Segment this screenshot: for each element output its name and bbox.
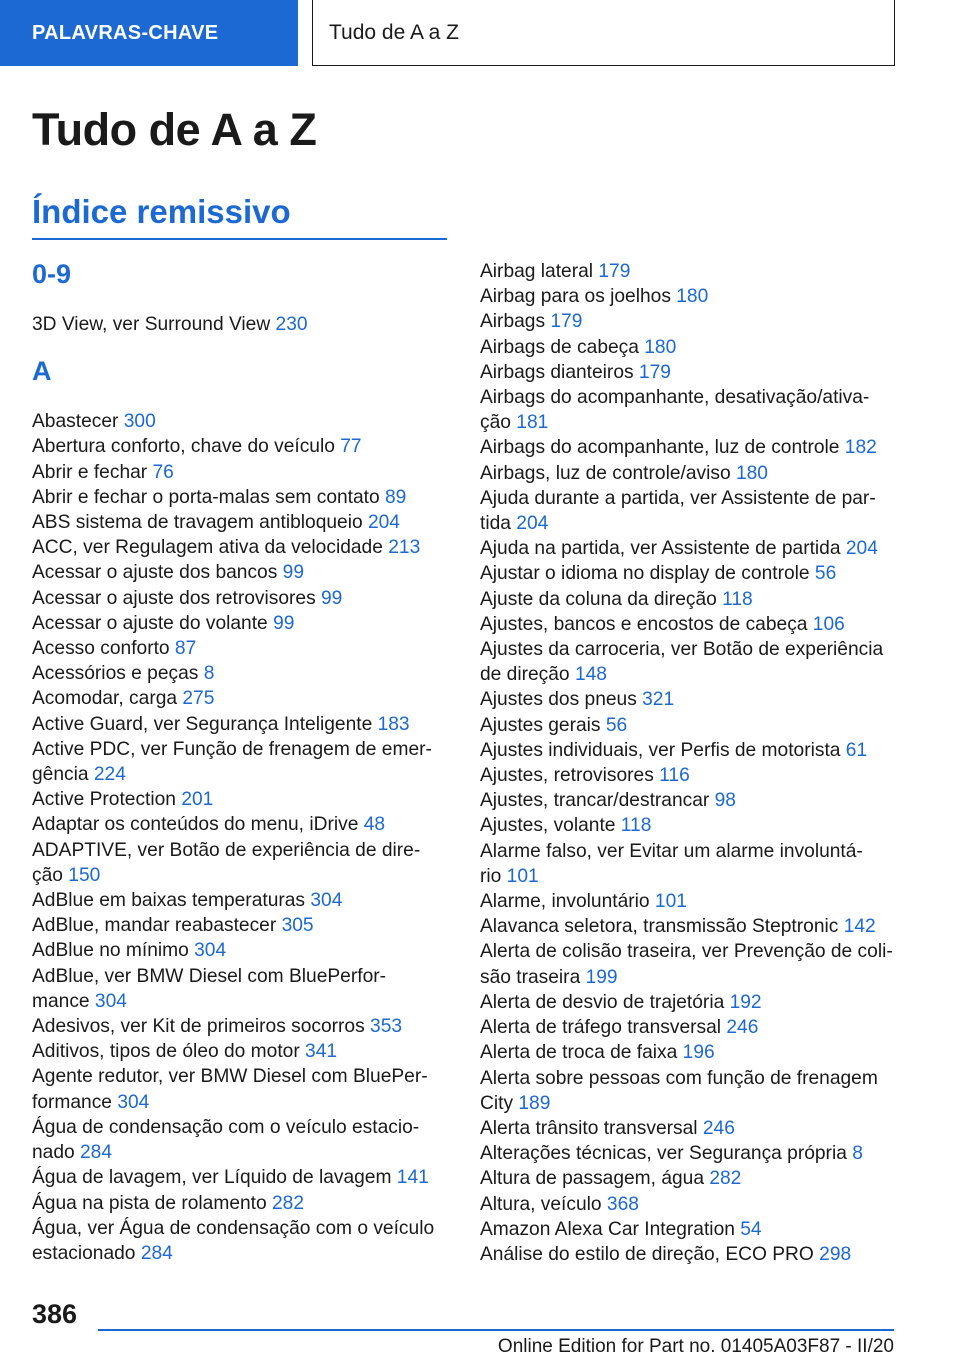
index-entry-text: Alterações técnicas, ver Segurança própria	[480, 1143, 853, 1165]
index-entry-text: são traseira	[480, 966, 586, 988]
index-entry-continuation	[480, 1091, 900, 1116]
index-entry-continuation	[480, 410, 900, 435]
index-entry	[480, 839, 900, 864]
index-entry-text: Ajustes, retrovisores	[480, 765, 660, 787]
index-entry-text: Adaptar os conteúdos do menu, iDrive	[32, 814, 364, 836]
index-entry-text: Active Guard, ver Segurança Inteligente	[32, 713, 378, 735]
section-tab[interactable]: Tudo de A a Z	[312, 0, 895, 66]
page-link[interactable]: 106	[812, 613, 845, 635]
index-entry-text: Alavanca seletora, transmissão Steptronic	[480, 916, 844, 938]
page-link[interactable]: 150	[68, 864, 101, 886]
page-link[interactable]: 204	[516, 513, 549, 535]
index-entry	[480, 1015, 900, 1040]
index-entry-text: AdBlue, mandar reabastecer	[32, 915, 282, 937]
index-entry-text: Alerta de desvio de trajetória	[480, 991, 730, 1013]
page-number: 386	[32, 1299, 78, 1329]
index-entry	[32, 1115, 450, 1140]
index-entry	[32, 938, 450, 963]
index-entry-text: Agente redutor, ver BMW Diesel com BluePer-	[32, 1066, 428, 1088]
page-link[interactable]: 89	[385, 486, 407, 508]
index-entry	[32, 409, 450, 434]
index-entry-text: Airbags dianteiros	[480, 361, 639, 383]
index-entry	[32, 1014, 450, 1039]
index-entry-text: Airbag lateral	[480, 261, 599, 282]
index-entry	[480, 687, 900, 712]
page-link[interactable]: 56	[605, 714, 628, 736]
index-entry	[480, 561, 900, 586]
index-column-right	[480, 259, 900, 1267]
index-entry-text: tida	[480, 513, 517, 535]
index-entry-text: Airbags	[480, 311, 551, 333]
page-link[interactable]: 180	[676, 286, 709, 308]
page-link[interactable]: 180	[735, 462, 768, 484]
index-group-heading: A	[32, 356, 52, 387]
page-link[interactable]: 101	[654, 891, 687, 913]
index-entry-text: Ajuda durante a partida, ver Assistente de par-	[480, 487, 876, 509]
page-link[interactable]: 87	[174, 638, 197, 660]
index-entry	[480, 813, 900, 838]
index-entry	[32, 460, 450, 485]
page-link[interactable]: 275	[182, 688, 215, 710]
index-entry	[480, 889, 900, 914]
page-link[interactable]: 300	[123, 411, 156, 433]
index-entry-text: City	[480, 1092, 519, 1114]
index-entry-text: Água na pista de rolamento	[32, 1192, 273, 1214]
page-link[interactable]: 77	[340, 436, 362, 458]
page-link[interactable]: 368	[606, 1193, 639, 1215]
page-link[interactable]: 192	[729, 991, 762, 1013]
page-link[interactable]: 101	[506, 865, 539, 887]
index-entry-continuation	[32, 762, 450, 787]
index-entry	[480, 385, 900, 410]
footer-edition-text: Online Edition for Part no. 01405A03F87 - II/20	[497, 1336, 894, 1357]
index-entry-text: Ajustes, bancos e encostos de cabeça	[480, 613, 813, 635]
page-link[interactable]: 183	[377, 713, 410, 735]
page-link[interactable]: 148	[574, 664, 607, 686]
page-link[interactable]: 224	[93, 764, 126, 786]
index-entry-text: Aditivos, tipos de óleo do motor	[32, 1041, 306, 1063]
index-column-left	[32, 256, 450, 1266]
page-link[interactable]: 213	[388, 537, 421, 559]
page-header	[0, 0, 960, 66]
page-link[interactable]: 179	[550, 311, 583, 333]
index-entry-continuation	[32, 989, 450, 1014]
index-entry-text: Ajuda na partida, ver Assistente de partida	[480, 538, 846, 560]
index-entry-text: gência	[32, 764, 94, 786]
page-link[interactable]: 180	[644, 336, 677, 358]
index-entry-text: Altura, veículo	[480, 1193, 607, 1215]
index-entry	[480, 1040, 900, 1065]
index-entry	[32, 812, 450, 837]
index-entry	[480, 1066, 900, 1091]
section-divider	[32, 238, 447, 240]
page-link[interactable]: 182	[844, 437, 877, 459]
index-entry-text: Ajustes da carroceria, ver Botão de experiência	[480, 639, 884, 661]
index-entry-text: ção	[480, 412, 517, 434]
page-link[interactable]: 8	[852, 1143, 863, 1165]
index-group-heading: 0-9	[32, 259, 72, 289]
index-entry	[480, 360, 900, 385]
page-link[interactable]: 246	[702, 1117, 735, 1139]
footer-divider	[98, 1329, 894, 1331]
index-entry-text: AdBlue no mínimo	[32, 940, 195, 962]
page-link[interactable]: 196	[682, 1042, 715, 1064]
page-link[interactable]: 98	[714, 790, 736, 812]
index-entry-text: estacionado	[32, 1242, 141, 1264]
index-entry	[480, 1217, 900, 1242]
index-entry	[32, 611, 450, 636]
page-link[interactable]: 201	[181, 789, 214, 811]
index-entry-text: Airbags de cabeça	[480, 336, 645, 358]
index-entry-text: Alerta de troca de faixa	[480, 1042, 683, 1064]
page-link[interactable]: 179	[638, 361, 671, 383]
index-entry-text: Ajustes, volante	[480, 815, 621, 837]
index-entry	[32, 1039, 450, 1064]
page-link[interactable]: 341	[305, 1041, 338, 1063]
index-entry-text: rio	[480, 865, 507, 887]
index-entry	[32, 586, 450, 611]
index-entry	[480, 284, 900, 309]
index-entry-text: Acessar o ajuste dos retrovisores	[32, 587, 322, 609]
page-link[interactable]: 204	[367, 512, 400, 534]
page-link[interactable]: 99	[321, 587, 343, 609]
index-entry-continuation	[480, 864, 900, 889]
index-entry-text: Abrir e fechar	[32, 461, 153, 483]
index-entry-text: Acesso conforto	[32, 638, 175, 660]
index-entry	[480, 788, 900, 813]
index-entry	[32, 636, 450, 661]
index-entry-text: Ajustes dos pneus	[480, 689, 643, 711]
index-entry-text: Altura de passagem, água	[480, 1168, 710, 1190]
index-entry	[32, 1165, 450, 1190]
index-entry-continuation	[480, 511, 900, 536]
page-link[interactable]: 116	[659, 765, 690, 787]
index-entry-text: Água, ver Água de condensação com o veículo	[32, 1217, 435, 1239]
index-entry-text: Acomodar, carga	[32, 688, 183, 710]
index-entry	[32, 535, 450, 560]
index-entry-text: Airbag para os joelhos	[480, 286, 677, 308]
index-entry	[32, 1064, 450, 1089]
index-entry	[480, 939, 900, 964]
index-entry-text: Airbags do acompanhante, desativação/ativa-	[480, 387, 870, 409]
index-entry	[480, 1141, 900, 1166]
index-entry	[480, 335, 900, 360]
index-entry-text: Alarme falso, ver Evitar um alarme involuntá-	[480, 840, 863, 862]
page-link[interactable]: 142	[843, 916, 876, 938]
page-link[interactable]: 305	[281, 915, 314, 937]
index-entry-text: Análise do estilo de direção, ECO PRO	[480, 1243, 820, 1265]
index-entry-text: Active Protection	[32, 789, 182, 811]
page-title: Tudo de A a Z	[32, 104, 317, 155]
index-entry	[480, 637, 900, 662]
page-link[interactable]: 298	[819, 1243, 852, 1265]
index-entry-text: Airbags, luz de controle/aviso	[480, 462, 736, 484]
index-entry-text: Alerta de tráfego transversal	[480, 1017, 727, 1039]
index-entry-text: Alerta trânsito transversal	[480, 1117, 703, 1139]
index-entry-text: Abrir e fechar o porta-malas sem contato	[32, 486, 385, 508]
keywords-tab[interactable]: PALAVRAS-CHAVE	[0, 0, 298, 66]
index-entry	[480, 486, 900, 511]
index-entry-text: Alarme, involuntário	[480, 891, 655, 913]
index-entry-continuation	[480, 662, 900, 687]
index-entry-text: Alerta sobre pessoas com função de frenagem	[480, 1067, 878, 1089]
index-entry	[480, 435, 900, 460]
index-entry-text: Ajustar o idioma no display de controle	[480, 563, 815, 585]
index-entry	[480, 990, 900, 1015]
index-entry-text: formance	[32, 1091, 118, 1113]
index-entry	[480, 587, 900, 612]
index-entry-text: ADAPTIVE, ver Botão de experiência de dire-	[32, 839, 421, 861]
index-entry	[32, 913, 450, 938]
index-entry	[480, 1116, 900, 1141]
page-link[interactable]: 141	[396, 1167, 429, 1189]
page-link[interactable]: 282	[709, 1168, 742, 1190]
page-link[interactable]: 204	[845, 538, 878, 560]
index-entry-text: Acessar o ajuste dos bancos	[32, 562, 283, 584]
index-entry	[480, 1166, 900, 1191]
index-entry	[480, 612, 900, 637]
index-entry	[480, 1192, 900, 1217]
index-entry-text: nado	[32, 1142, 81, 1164]
index-entry-text: Ajustes gerais	[480, 714, 606, 736]
index-entry-continuation	[32, 1140, 450, 1165]
index-entry-text: Amazon Alexa Car Integration	[480, 1218, 741, 1240]
index-entry	[32, 838, 450, 863]
index-entry	[32, 434, 450, 459]
index-entry-continuation	[32, 1241, 450, 1266]
index-entry	[480, 738, 900, 763]
page-link[interactable]: 246	[726, 1017, 759, 1039]
index-entry-text: AdBlue, ver BMW Diesel com BluePerfor-	[32, 965, 387, 987]
page-link[interactable]: 118	[722, 588, 753, 610]
index-entry-text: mance	[32, 990, 95, 1012]
page-link[interactable]: 179	[598, 261, 631, 282]
index-entry-text: AdBlue em baixas temperaturas	[32, 890, 311, 912]
page-link[interactable]: 56	[814, 563, 837, 585]
index-entry	[32, 712, 450, 737]
page-link[interactable]: 61	[845, 739, 868, 761]
page-link[interactable]: 48	[363, 814, 386, 836]
page-link[interactable]: 181	[516, 412, 549, 434]
index-entry	[32, 1216, 450, 1241]
index-entry	[480, 536, 900, 561]
index-entry	[480, 713, 900, 738]
index-entry	[32, 510, 450, 535]
index-entry-text: Ajustes individuais, ver Perfis de motorista	[480, 739, 846, 761]
page-link[interactable]: 282	[272, 1192, 305, 1214]
page-link[interactable]: 304	[94, 990, 127, 1012]
index-entry-text: Acessar o ajuste do volante	[32, 612, 274, 634]
index-entry-text: Airbags do acompanhante, luz de controle	[480, 437, 845, 459]
index-entry	[32, 686, 450, 711]
index-entry-text: Adesivos, ver Kit de primeiros socorros	[32, 1016, 371, 1038]
page-link[interactable]: 8	[203, 663, 215, 685]
page-link[interactable]: 304	[194, 940, 227, 962]
page-link[interactable]: 304	[117, 1091, 150, 1113]
index-entry-text: 3D View, ver Surround View	[32, 314, 276, 335]
page-link[interactable]: 118	[620, 815, 652, 837]
section-title: Índice remissivo	[32, 193, 291, 230]
index-entry	[32, 888, 450, 913]
index-entry	[32, 661, 450, 686]
index-entry-text: ACC, ver Regulagem ativa da velocidade	[32, 537, 389, 559]
index-entry-text: ção	[32, 864, 69, 886]
page-link[interactable]: 321	[642, 689, 675, 711]
index-entry-text: ABS sistema de travagem antibloqueio	[32, 512, 368, 534]
index-entry	[480, 1242, 900, 1267]
index-entry-text: Água de condensação com o veículo estacio-	[32, 1116, 420, 1138]
page-link[interactable]: 304	[310, 890, 343, 912]
index-entry	[32, 1191, 450, 1216]
index-entry	[32, 485, 450, 510]
index-entry-continuation	[32, 1090, 450, 1115]
index-entry	[480, 309, 900, 334]
index-entry-text: Ajuste da coluna da direção	[480, 588, 723, 610]
page-link[interactable]: 353	[370, 1016, 403, 1038]
page-link[interactable]: 284	[80, 1142, 113, 1164]
index-entry	[480, 461, 900, 486]
index-entry	[32, 737, 450, 762]
index-entry-text: Ajustes, trancar/destrancar	[480, 790, 715, 812]
page-link[interactable]: 189	[518, 1092, 551, 1114]
index-entry	[32, 787, 450, 812]
page-link[interactable]: 284	[140, 1242, 173, 1264]
page-link[interactable]: 230	[275, 314, 308, 335]
index-entry-text: Abastecer	[32, 411, 124, 433]
index-entry	[480, 259, 900, 284]
index-entry	[480, 763, 900, 788]
index-entry-continuation	[480, 965, 900, 990]
index-entry-text: Abertura conforto, chave do veículo	[32, 436, 341, 458]
page-link[interactable]: 99	[282, 562, 304, 584]
index-entry-text: Alerta de colisão traseira, ver Prevenção de coli-	[480, 941, 893, 963]
index-entry-continuation	[32, 863, 450, 888]
page-link[interactable]: 54	[740, 1218, 762, 1240]
index-entry	[32, 560, 450, 585]
index-entry-text: Active PDC, ver Função de frenagem de emer-	[32, 738, 432, 760]
index-entry	[32, 964, 450, 989]
index-entry-text: de direção	[480, 664, 575, 686]
index-entry-text: Água de lavagem, ver Líquido de lavagem	[32, 1167, 397, 1189]
page-link[interactable]: 99	[273, 612, 295, 634]
index-entry-text: Acessórios e peças	[32, 663, 204, 685]
index-entry	[32, 312, 450, 337]
index-entry	[480, 914, 900, 939]
page-link[interactable]: 199	[585, 966, 618, 988]
page-link[interactable]: 76	[152, 461, 174, 483]
